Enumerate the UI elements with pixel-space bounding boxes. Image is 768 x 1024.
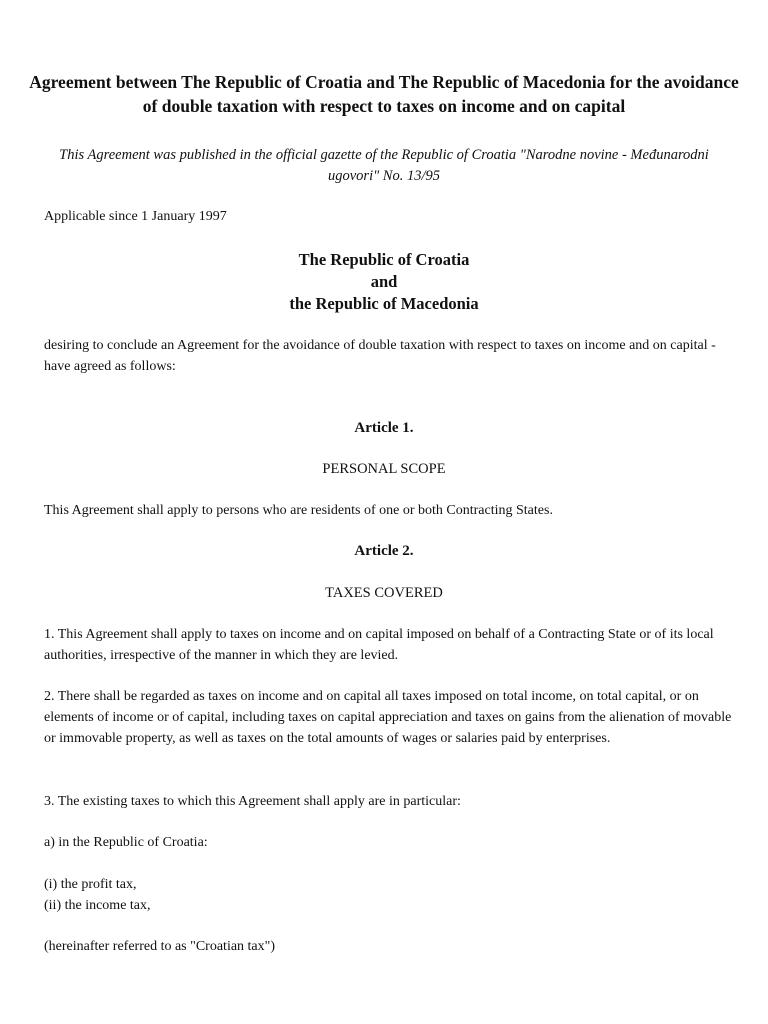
croatia-tax-list (44, 875, 734, 917)
contracting-parties (0, 249, 768, 315)
preamble-agreed: have agreed as follows: (44, 358, 176, 374)
preamble (44, 336, 734, 378)
article-2-heading: Article 2. (354, 543, 414, 559)
article-2-paragraph-2: 2. There shall be regarded as taxes on income and on capital all taxes imposed on total income, on total capital, or on elements of income or of capital, including taxes on capital appreciation and taxes on gains from the alienation of movable or immovable property, as well as taxes on the total amounts of wages or salaries paid by enterprises. (44, 689, 732, 746)
article-1-text: This Agreement shall apply to persons who are residents of one or both Contracting States. (44, 503, 553, 518)
preamble-desiring: desiring to conclude an Agreement for the avoidance of double taxation with respect to taxes on income and on capital - (44, 338, 716, 353)
tax-item-income: (ii) the income tax, (44, 897, 151, 913)
article-2-paragraph-1: 1. This Agreement shall apply to taxes on income and on capital imposed on behalf of a Contracting State or of its local authorities, irrespective of the manner in which they are levied. (44, 627, 714, 663)
croatian-tax-definition: (hereinafter referred to as "Croatian tax") (44, 939, 276, 954)
applicable-since: Applicable since 1 January 1997 (44, 209, 227, 224)
publication-note: This Agreement was published in the official gazette of the Republic of Croatia "Narodne novine - Međunarodni ugovori" No. 13/95 (59, 147, 709, 184)
article-2-paragraph-3: 3. The existing taxes to which this Agreement shall apply are in particular: (44, 794, 461, 809)
document-title: Agreement between The Republic of Croatia and The Republic of Macedonia for the avoidance of double taxation with respect to taxes on income and on capital (29, 72, 739, 116)
tax-item-profit: (i) the profit tax, (44, 877, 137, 892)
croatia-subsection: a) in the Republic of Croatia: (44, 835, 208, 850)
party-macedonia: the Republic of Macedonia (289, 294, 479, 313)
article-1-heading: Article 1. (354, 420, 414, 436)
article-1-title: PERSONAL SCOPE (322, 461, 446, 477)
article-2-title: TAXES COVERED (325, 585, 443, 601)
party-croatia: The Republic of Croatia (298, 250, 470, 269)
party-conjunction: and (370, 272, 398, 291)
